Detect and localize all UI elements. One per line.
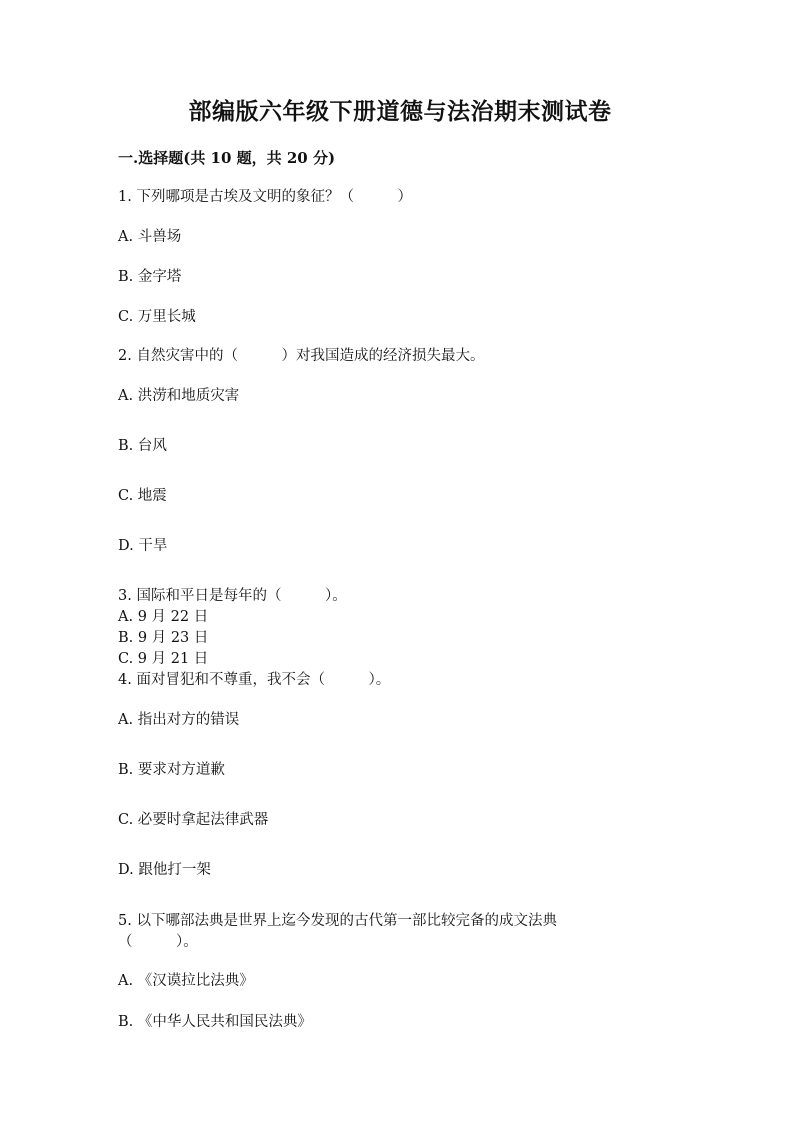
section-heading: 一.选择题(共 10 题，共 20 分): [118, 149, 336, 167]
question-4-option-c: C. 必要时拿起法律武器: [118, 812, 269, 828]
question-4-option-d: D. 跟他打一架: [118, 862, 211, 878]
page-title: 部编版六年级下册道德与法治期末测试卷: [188, 98, 612, 125]
question-5-stem-continued: （ ）。: [118, 934, 198, 950]
question-4-stem: 4. 面对冒犯和不尊重，我不会（ ）。: [118, 672, 391, 688]
question-3-stem: 3. 国际和平日是每年的（ ）。: [118, 588, 347, 604]
question-4-option-a: A. 指出对方的错误: [118, 712, 240, 728]
question-2-option-b: B. 台风: [118, 438, 167, 454]
question-1-option-a: A. 斗兽场: [118, 229, 182, 245]
question-5-option-a: A. 《汉谟拉比法典》: [118, 973, 254, 989]
question-3-option-b: B. 9 月 23 日: [118, 630, 209, 646]
question-5-option-b: B. 《中华人民共和国民法典》: [118, 1014, 312, 1030]
question-2-stem: 2. 自然灾害中的（ ）对我国造成的经济损失最大。: [118, 348, 485, 364]
question-1-stem: 1. 下列哪项是古埃及文明的象征？（ ）: [118, 189, 412, 205]
question-2-option-d: D. 干旱: [118, 538, 168, 554]
question-5-stem: 5. 以下哪部法典是世界上迄今发现的古代第一部比较完备的成文法典: [118, 913, 557, 929]
question-3-option-c: C. 9 月 21 日: [118, 651, 209, 667]
question-1-option-c: C. 万里长城: [118, 309, 196, 325]
question-3-option-a: A. 9 月 22 日: [118, 609, 209, 625]
question-1-option-b: B. 金字塔: [118, 269, 182, 285]
question-2-option-c: C. 地震: [118, 488, 167, 504]
question-4-option-b: B. 要求对方道歉: [118, 762, 225, 778]
question-2-option-a: A. 洪涝和地质灾害: [118, 388, 240, 404]
